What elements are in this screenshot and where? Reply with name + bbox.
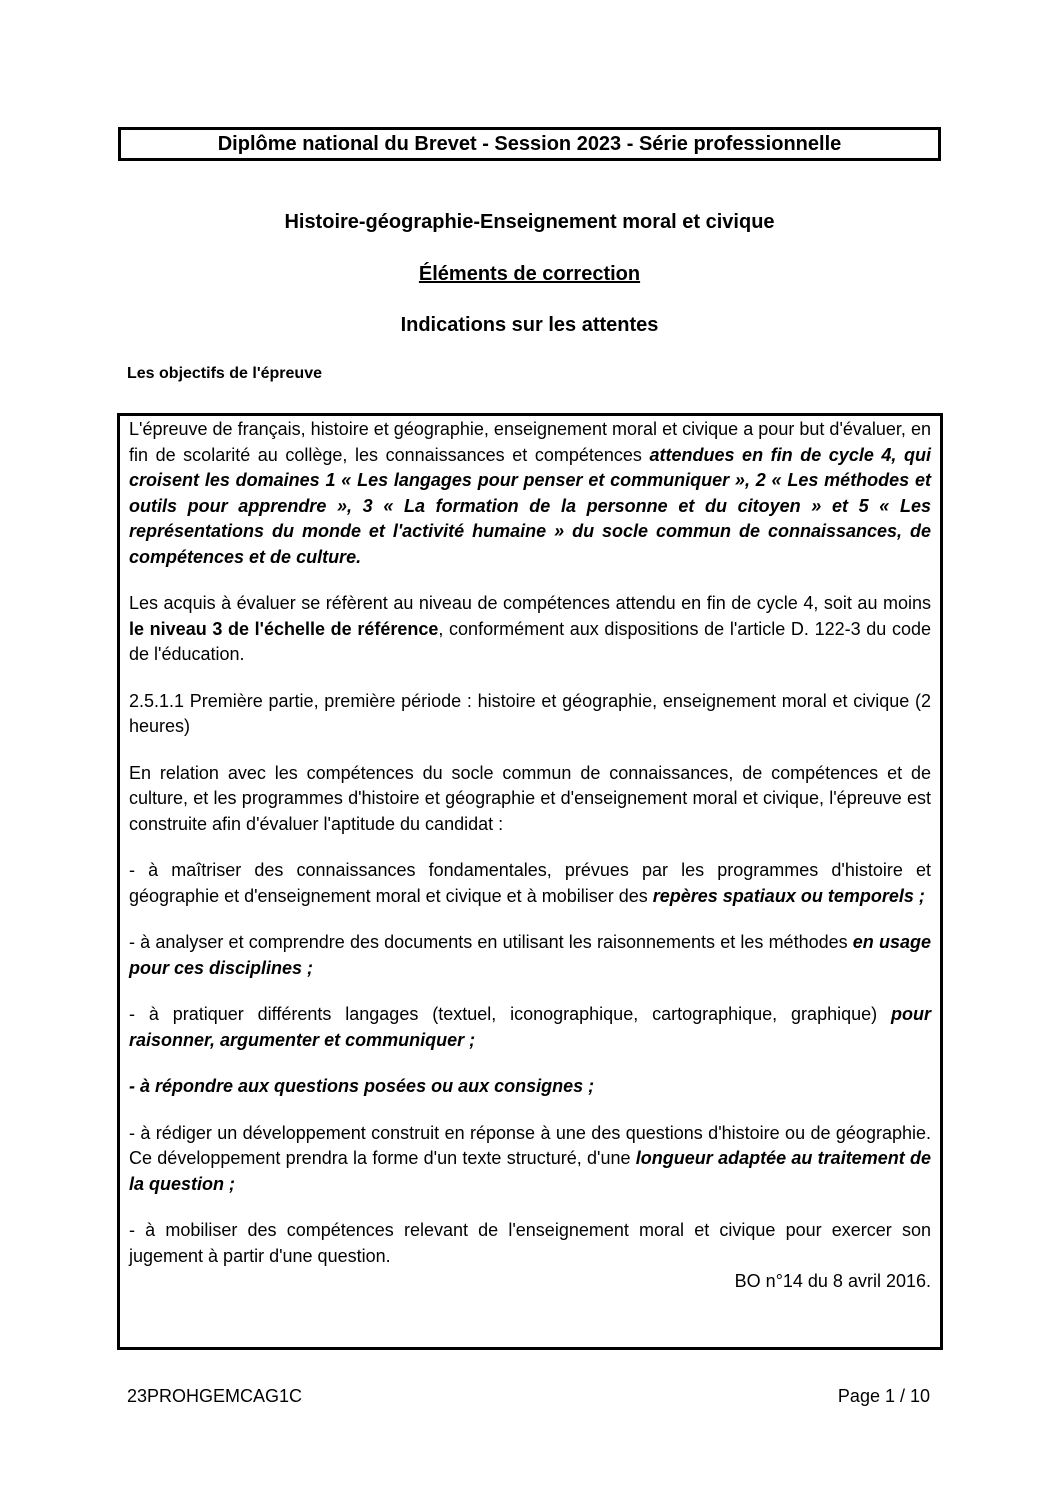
text-segment: - à analyser et comprendre des documents en utilisant les raisonnements et les méthodes bbox=[129, 932, 853, 952]
page-footer bbox=[127, 1386, 930, 1407]
text-segment: BO n°14 du 8 avril 2016. bbox=[734, 1271, 931, 1291]
text-segment: L'épreuve de français, histoire et géographie, enseignement moral et civique a pour but d'évaluer, en fin de scolarité au collège, les connaissances et compétences bbox=[129, 419, 931, 465]
text-segment: pour raisonner, argumenter et communiquer ; bbox=[129, 1004, 931, 1050]
paragraph bbox=[129, 417, 931, 570]
correction-box bbox=[117, 413, 943, 1350]
paragraph bbox=[129, 1269, 931, 1295]
text-segment: , conformément aux dispositions de l'article D. 122-3 du code de l'éducation. bbox=[129, 618, 932, 664]
text-segment: repères spatiaux ou temporels ; bbox=[652, 885, 925, 906]
objectives-heading: Les objectifs de l'épreuve bbox=[127, 365, 322, 382]
indications-title: Indications sur les attentes bbox=[400, 314, 659, 336]
text-segment: - à pratiquer différents langages (textuel, iconographique, cartographique, graphique) bbox=[129, 1004, 891, 1024]
paragraph bbox=[129, 591, 931, 668]
paragraph bbox=[129, 689, 931, 740]
paragraph bbox=[129, 1121, 931, 1198]
text-segment: - à rédiger un développement construit en réponse à une des questions d'histoire ou de géographie. Ce développement prendra la forme d'un texte structuré, d'une bbox=[129, 1122, 931, 1168]
text-segment: Les acquis à évaluer se réfèrent au niveau de compétences attendu en fin de cycle 4, soit au moins bbox=[129, 593, 931, 613]
text-segment: - à répondre aux questions posées ou aux consignes ; bbox=[129, 1076, 595, 1096]
text-segment: En relation avec les compétences du socle commun de connaissances, de compétences et de culture, et les programmes d'histoire et géographie et d'enseignement moral et civique, l'épreuve est construite afin d'évaluer l'aptitude du candidat : bbox=[129, 762, 931, 834]
text-segment: en usage pour ces disciplines ; bbox=[129, 932, 931, 978]
correction-title: Éléments de correction bbox=[418, 263, 641, 285]
paragraph bbox=[129, 1218, 931, 1269]
text-segment: longueur adaptée au traitement de la question ; bbox=[129, 1148, 931, 1194]
paragraph bbox=[129, 1074, 931, 1100]
text-segment: 2.5.1.1 Première partie, première période : histoire et géographie, enseignement moral et civique (2 heures) bbox=[129, 690, 931, 736]
text-segment: - à maîtriser des connaissances fondamentales, prévues par les programmes d'histoire et géographie et d'enseignement moral et civique et à mobiliser des bbox=[129, 860, 931, 906]
page-number: Page 1 / 10 bbox=[837, 1386, 930, 1406]
document-header-box bbox=[118, 127, 941, 161]
paragraph bbox=[129, 930, 931, 981]
paragraph bbox=[129, 1002, 931, 1053]
paragraph bbox=[129, 858, 931, 909]
text-segment: le niveau 3 de l'échelle de référence bbox=[129, 618, 439, 639]
document-code: 23PROHGEMCAG1C bbox=[127, 1386, 303, 1406]
subject-title: Histoire-géographie-Enseignement moral et civique bbox=[284, 211, 775, 233]
text-segment: - à mobiliser des compétences relevant de l'enseignement moral et civique pour exercer son jugement à partir d'une question. bbox=[129, 1220, 931, 1266]
text-segment: attendues en fin de cycle 4, qui croisent les domaines 1 « Les langages pour penser et communiquer », 2 « Les méthodes et outils pour apprendre », 3 « La formation de la personne et du citoyen » et 5 « Les représentations du monde et l'activité humaine » du socle commun de connaissances, de compétences et de culture. bbox=[129, 444, 931, 567]
paragraph bbox=[129, 761, 931, 838]
document-header-title: Diplôme national du Brevet - Session 2023 - Série professionnelle bbox=[217, 133, 842, 155]
